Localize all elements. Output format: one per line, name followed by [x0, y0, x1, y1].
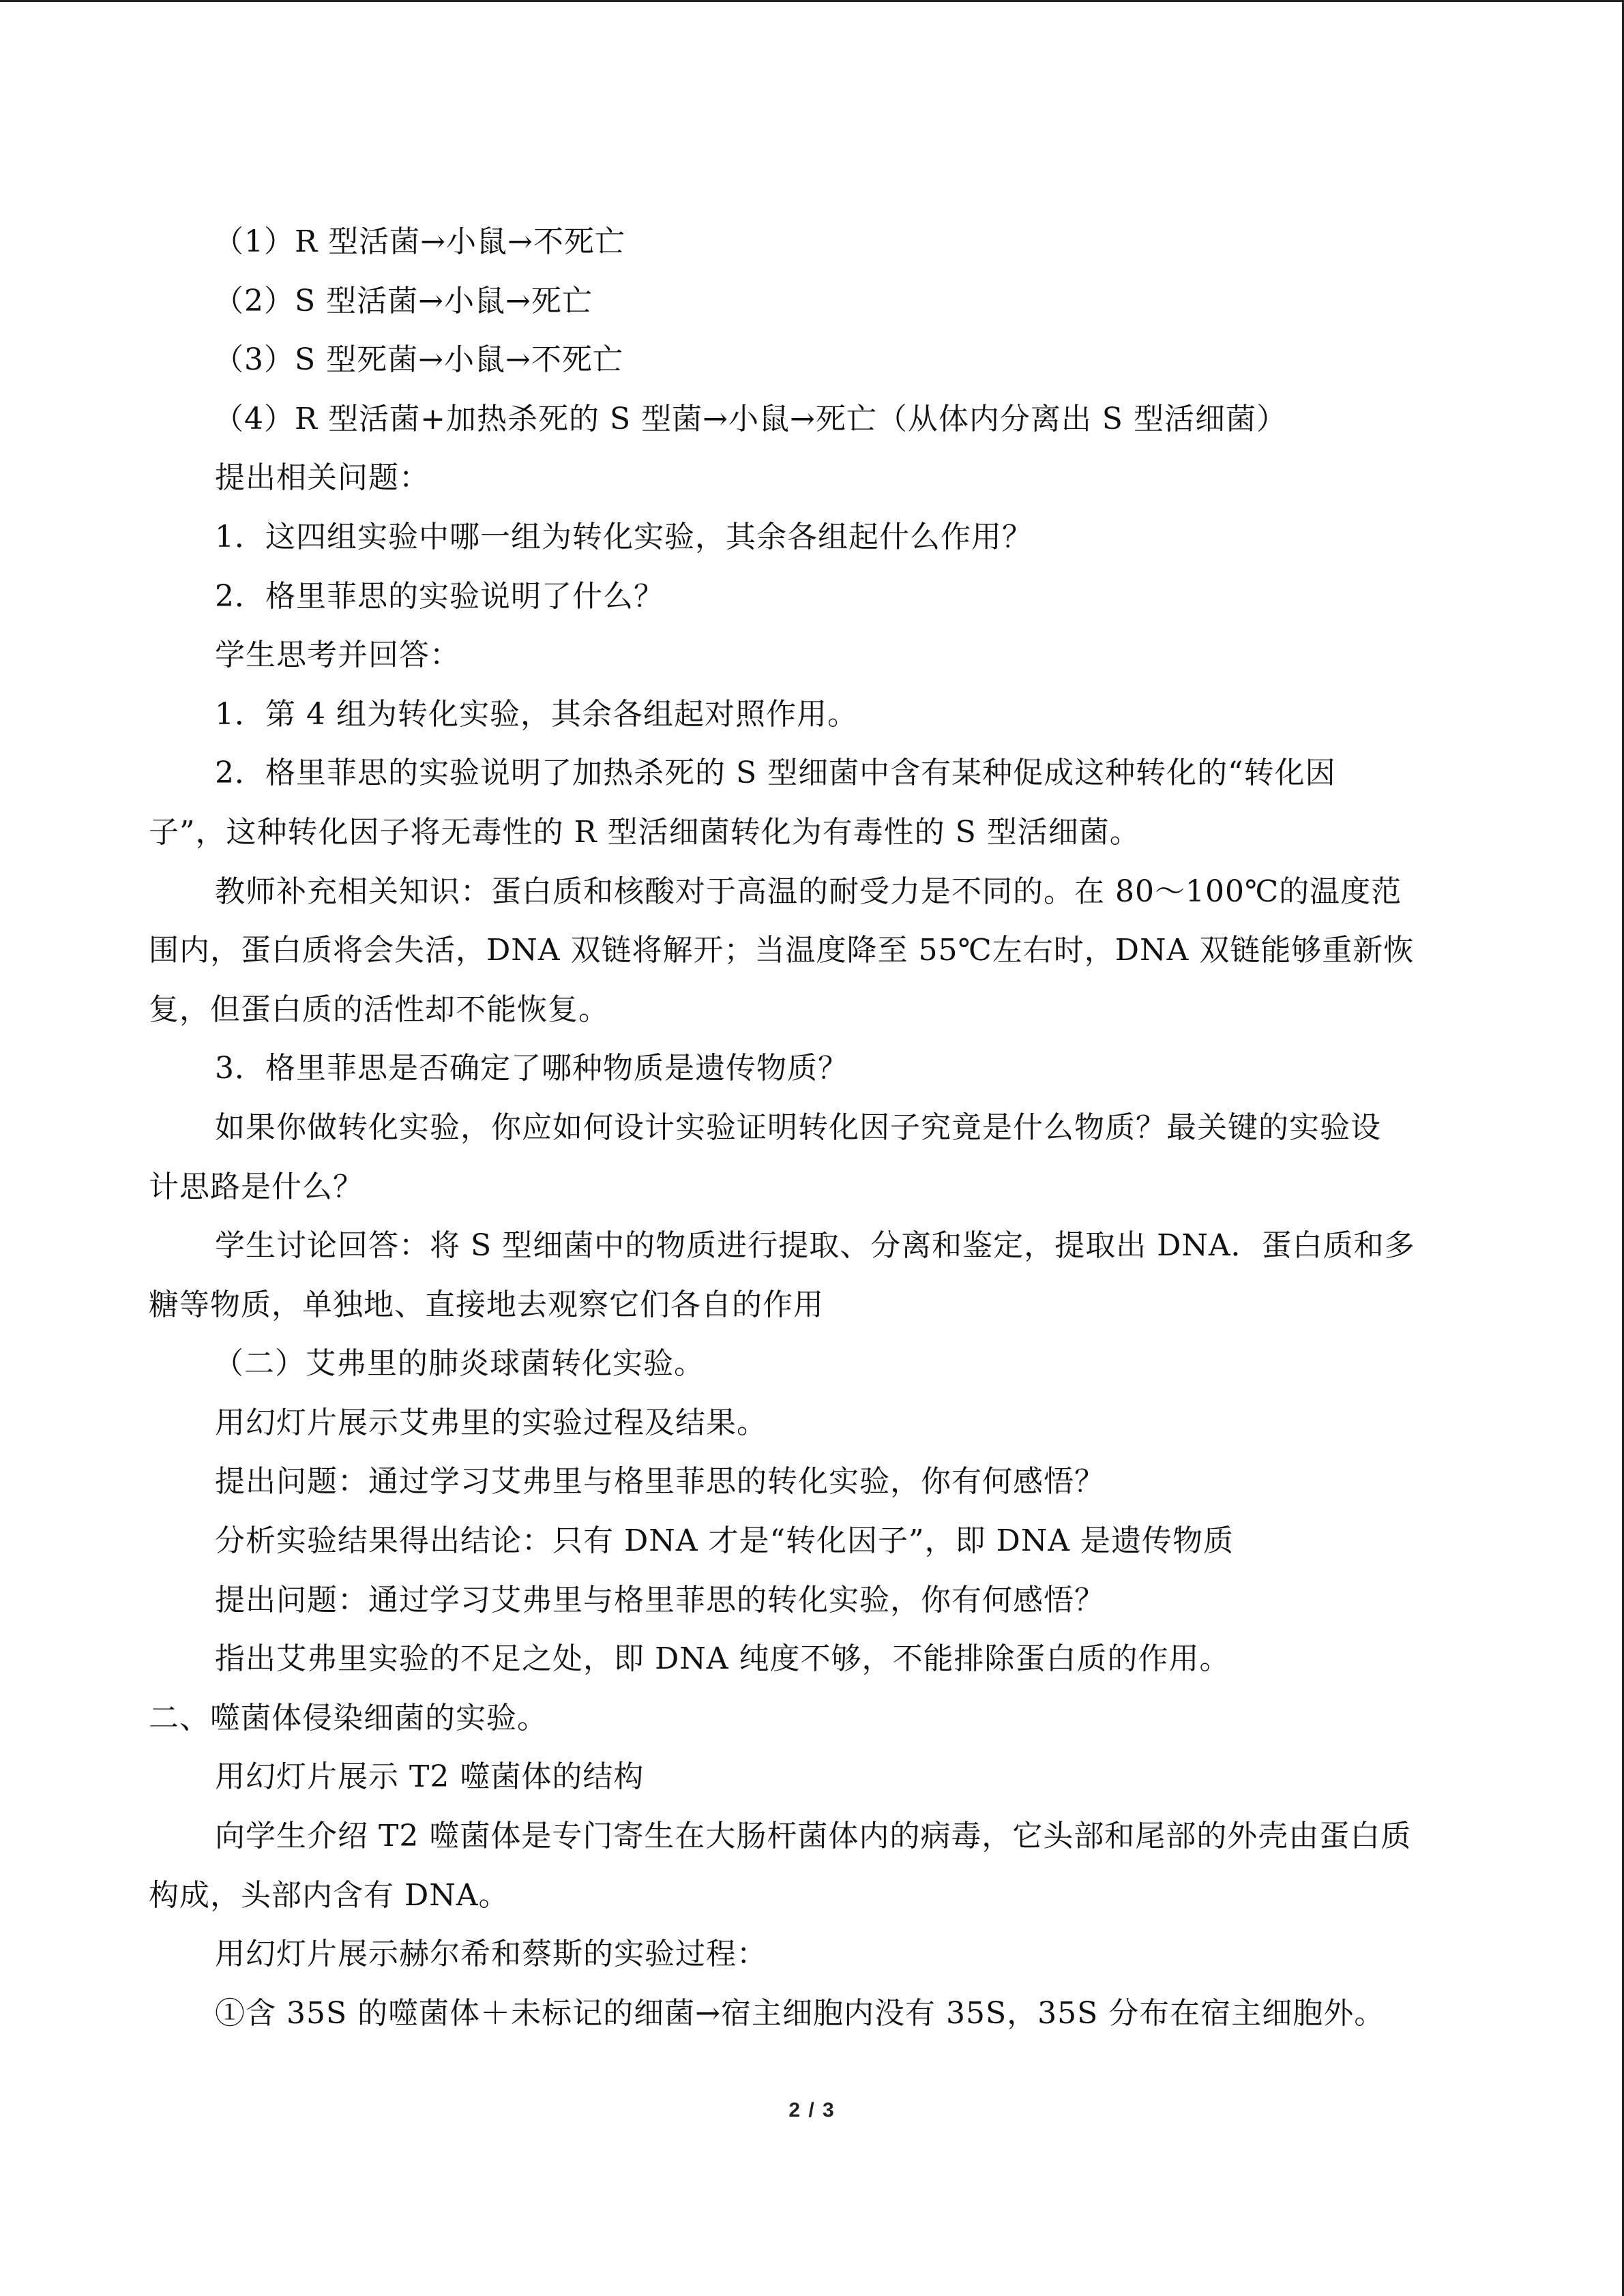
text-line: 围内，蛋白质将会失活，DNA 双链将解开；当温度降至 55℃左右时，DNA 双链能够重新恢: [149, 933, 1415, 968]
text-line: 用幻灯片展示 T2 噬菌体的结构: [215, 1759, 645, 1795]
text-line: 复，但蛋白质的活性却不能恢复。: [149, 992, 609, 1027]
text-line: 构成，头部内含有 DNA。: [149, 1877, 510, 1913]
text-line: 提出问题：通过学习艾弗里与格里菲思的转化实验，你有何感悟？: [215, 1582, 1105, 1617]
section-heading: （二）艾弗里的肺炎球菌转化实验。: [213, 1346, 705, 1382]
text-line: 1．这四组实验中哪一组为转化实验，其余各组起什么作用？: [215, 519, 1033, 554]
text-line: 向学生介绍 T2 噬菌体是专门寄生在大肠杆菌体内的病毒，它头部和尾部的外壳由蛋白质: [215, 1819, 1412, 1854]
text-line: 指出艾弗里实验的不足之处，即 DNA 纯度不够，不能排除蛋白质的作用。: [215, 1641, 1230, 1677]
text-line: （1）R 型活菌→小鼠→不死亡: [213, 224, 625, 259]
text-line: 3．格里菲思是否确定了哪种物质是遗传物质？: [215, 1051, 848, 1086]
text-line: 糖等物质，单独地、直接地去观察它们各自的作用: [149, 1287, 824, 1322]
text-line: 提出相关问题：: [215, 460, 430, 496]
text-line: 如果你做转化实验，你应如何设计实验证明转化因子究竟是什么物质？最关键的实验设: [215, 1109, 1381, 1145]
text-line: 学生讨论回答：将 S 型细菌中的物质进行提取、分离和鉴定，提取出 DNA．蛋白质和多: [215, 1228, 1415, 1264]
document-body: [149, 213, 1486, 2043]
text-line: 分析实验结果得出结论：只有 DNA 才是“转化因子”，即 DNA 是遗传物质: [215, 1523, 1235, 1559]
text-line: 教师补充相关知识：蛋白质和核酸对于高温的耐受力是不同的。在 80～100℃的温度范: [215, 874, 1402, 909]
text-line: 学生思考并回答：: [215, 638, 460, 673]
section-heading: 二、噬菌体侵染细菌的实验。: [149, 1700, 548, 1735]
text-line: （2）S 型活菌→小鼠→死亡: [213, 283, 593, 318]
text-line: （4）R 型活菌+加热杀死的 S 型菌→小鼠→死亡（从体内分离出 S 型活细菌）: [213, 401, 1287, 436]
text-line: 提出问题：通过学习艾弗里与格里菲思的转化实验，你有何感悟？: [215, 1464, 1105, 1500]
text-line: 1．第 4 组为转化实验，其余各组起对照作用。: [215, 696, 858, 732]
text-line: 子”，这种转化因子将无毒性的 R 型活细菌转化为有毒性的 S 型活细菌。: [149, 814, 1140, 850]
text-line: 用幻灯片展示艾弗里的实验过程及结果。: [215, 1405, 767, 1440]
text-line: ①含 35S 的噬菌体＋未标记的细菌→宿主细胞内没有 35S，35S 分布在宿主细胞外。: [215, 1995, 1385, 2031]
text-line: 计思路是什么？: [149, 1169, 364, 1204]
page-number: 2 / 3: [788, 2099, 836, 2121]
text-line: （3）S 型死菌→小鼠→不死亡: [213, 342, 623, 378]
text-line: 用幻灯片展示赫尔希和蔡斯的实验过程：: [215, 1937, 767, 1972]
text-line: 2．格里菲思的实验说明了什么？: [215, 578, 664, 614]
text-line: 2．格里菲思的实验说明了加热杀死的 S 型细菌中含有某种促成这种转化的“转化因: [215, 756, 1336, 791]
